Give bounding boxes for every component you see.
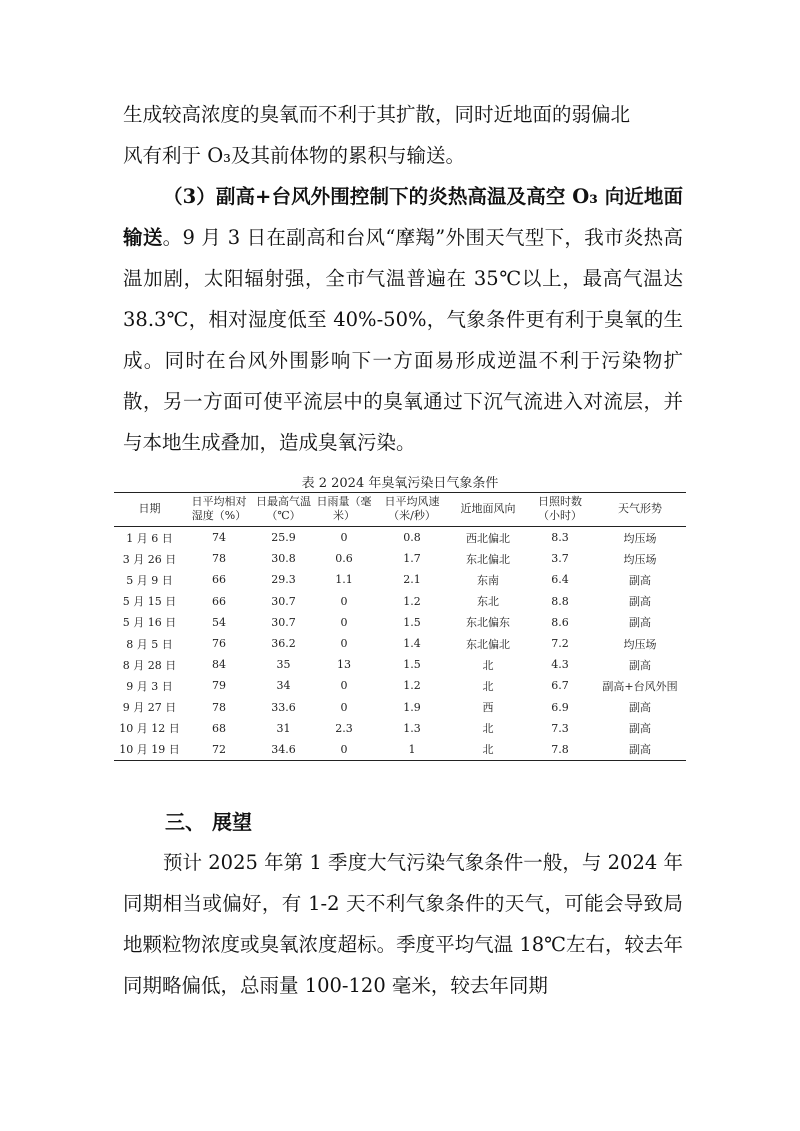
table-cell: 0 (340, 637, 348, 651)
table-cell: 1.4 (403, 637, 421, 651)
paragraph-line: 生成较高浓度的臭氧而不利于其扩散，同时近地面的弱偏北 (123, 103, 631, 126)
table-row (114, 718, 686, 739)
table-cell: 9 月 27 日 (122, 701, 177, 715)
table-cell: 东北偏北 (466, 552, 510, 566)
table-cell: 84 (212, 658, 226, 672)
table-cell: 7.8 (526, 739, 594, 761)
table-cell: 0 (340, 615, 348, 629)
table-cell: 8.8 (551, 594, 569, 608)
table-cell: 1 (374, 739, 450, 761)
table-cell: 8 月 28 日 (122, 658, 177, 672)
table-row (114, 697, 686, 718)
paragraph-line: 风有利于 O₃及其前体物的累积与输送。 (123, 144, 466, 167)
table-cell: 79 (212, 679, 226, 693)
column-header: 日期 (114, 493, 185, 527)
table-cell: 东北 (477, 595, 499, 609)
table-cell: 34.6 (253, 739, 314, 761)
table-cell: 5 月 15 日 (122, 595, 177, 609)
table-cell: 1.3 (403, 721, 421, 735)
table-cell: 7.3 (551, 721, 569, 735)
table-cell: 0 (340, 531, 348, 545)
table-cell: 西北偏北 (466, 531, 510, 545)
table-cell: 9 月 3 日 (126, 679, 173, 693)
table-cell: 3.7 (551, 552, 569, 566)
table-cell: 东北偏北 (466, 637, 510, 651)
table-cell: 0 (340, 700, 348, 714)
column-header: 近地面风向 (450, 493, 526, 527)
table-cell: 68 (212, 721, 226, 735)
table-cell: 1.5 (403, 658, 421, 672)
table-row (114, 569, 686, 590)
table-cell: 1.9 (403, 700, 421, 714)
table-cell: 副高 (629, 573, 651, 587)
table-cell: 均压场 (623, 552, 657, 566)
table-cell: 1.7 (403, 552, 421, 566)
table-cell: 8 月 5 日 (126, 637, 173, 651)
table-cell: 0 (340, 679, 348, 693)
table-cell: 66 (212, 573, 226, 587)
table-cell: 78 (212, 700, 226, 714)
table-cell: 30.8 (271, 552, 296, 566)
table-cell: 0 (314, 739, 374, 761)
table-cell: 副高+台风外围 (602, 679, 678, 693)
table-cell: 东南 (477, 573, 499, 587)
table-row (114, 548, 686, 569)
column-header: 天气形势 (594, 493, 686, 527)
table-cell: 7.2 (551, 637, 569, 651)
table-cell: 西 (482, 701, 494, 715)
table-cell: 10 月 12 日 (119, 722, 180, 736)
table-cell: 76 (212, 637, 226, 651)
table-cell: 13 (337, 658, 351, 672)
table-row (114, 527, 686, 549)
weather-conditions-table (114, 492, 686, 761)
table-cell: 31 (276, 721, 291, 735)
table-cell: 6.4 (551, 573, 569, 587)
table-cell: 29.3 (271, 573, 296, 587)
table-cell: 1.5 (403, 615, 421, 629)
table-cell: 副高 (629, 616, 651, 630)
table-cell: 66 (212, 594, 226, 608)
section-title: 三、 展望 (165, 810, 252, 834)
paragraph-outlook: 预计 2025 年第 1 季度大气污染气象条件一般，与 2024 年同期相当或偏好，有 1-2 天不利气象条件的天气，可能会导致局地颗粒物浓度或臭氧浓度超标。季度平均气温 18℃左右，较去年同期略偏低，总雨量 100-120 毫米，较去年同期 (123, 851, 683, 997)
paragraph-typhoon: （3）副高+台风外围控制下的炎热高温及高空 O₃ 向近地面输送。9 月 3 日在副高和台风“摩羯”外围天气型下，我市炎热高温加剧，太阳辐射强，全市气温普遍在 35℃以上，最高气温达 38.3℃，相对湿度低至 40%-50%，气象条件更有利于臭氧的生成。同时在台风外围影响下一方面易形成逆温不利于污染物扩散，另一方面可使平流层中的臭氧通过下沉气流进入对流层，并与本地生成叠加，造成臭氧污染。 (123, 185, 683, 454)
table-cell: 6.7 (551, 679, 569, 693)
table-cell: 北 (482, 658, 494, 672)
column-header: 日雨量（毫米） (314, 493, 374, 527)
table-cell: 6.9 (551, 700, 569, 714)
table-cell: 0.8 (403, 531, 421, 545)
table-cell: 1.2 (403, 594, 421, 608)
table-cell: 25.9 (271, 531, 296, 545)
table-row (114, 675, 686, 696)
table-cell: 北 (482, 679, 494, 693)
table-cell: 74 (212, 531, 226, 545)
table-row (114, 654, 686, 675)
table-cell: 北 (450, 739, 526, 761)
column-header: 日平均相对湿度（%） (185, 493, 253, 527)
table-header-row (114, 493, 686, 527)
table-cell: 副高 (629, 658, 651, 672)
table-cell: 30.7 (271, 594, 296, 608)
table-cell: 3 月 26 日 (122, 552, 177, 566)
table-row (114, 591, 686, 612)
column-header: 日最高气温（℃） (253, 493, 314, 527)
table-cell: 5 月 9 日 (126, 573, 173, 587)
table-cell: 0.6 (335, 552, 353, 566)
subheading: （3）副高+台风外围控制下的炎热高温及高空 O₃ 向近地面输送 (123, 185, 683, 249)
table-cell: 8.3 (551, 531, 569, 545)
table-cell: 36.2 (271, 637, 296, 651)
table-cell: 72 (185, 739, 253, 761)
table-cell: 均压场 (623, 637, 657, 651)
table-row (114, 739, 686, 761)
table-row (114, 633, 686, 654)
table-cell: 2.3 (335, 721, 353, 735)
table-cell: 10 月 19 日 (114, 739, 185, 761)
column-header: 日平均风速（米/秒） (374, 493, 450, 527)
table-cell: 副高 (629, 701, 651, 715)
table-cell: 4.3 (551, 658, 569, 672)
table-cell: 5 月 16 日 (122, 616, 177, 630)
table-cell: 35 (276, 658, 291, 672)
table-cell: 0 (340, 594, 348, 608)
paragraph-continuation (123, 94, 683, 176)
table-cell: 东北偏东 (466, 616, 510, 630)
table-row (114, 612, 686, 633)
table-cell: 2.1 (403, 573, 421, 587)
column-header: 日照时数（小时） (526, 493, 594, 527)
table-caption: 表 2 2024 年臭氧污染日气象条件 (301, 476, 499, 491)
table-cell: 北 (482, 722, 494, 736)
table-cell: 78 (212, 552, 226, 566)
table-cell: 34 (276, 679, 291, 693)
table-cell: 8.6 (551, 615, 569, 629)
paragraph-body: 9 月 3 日在副高和台风“摩羯”外围天气型下，我市炎热高温加剧，太阳辐射强，全市气温普遍在 35℃以上，最高气温达 38.3℃，相对湿度低至 40%-50%，气象条件更有利于臭氧的生成。同时在台风外围影响下一方面易形成逆温不利于污染物扩散，另一方面可使平流层中的臭氧通过下沉气流进入对流层，并与本地生成叠加，造成臭氧污染。 (123, 226, 683, 454)
table-cell: 33.6 (271, 700, 296, 714)
table-cell: 副高 (629, 595, 651, 609)
table-cell: 54 (212, 615, 226, 629)
table-cell: 1.1 (335, 573, 353, 587)
table-cell: 1 月 6 日 (126, 531, 173, 545)
table-cell: 1.2 (403, 679, 421, 693)
table-cell: 副高 (629, 722, 651, 736)
table-cell: 均压场 (623, 531, 657, 545)
table-cell: 副高 (594, 739, 686, 761)
table-cell: 30.7 (271, 615, 296, 629)
